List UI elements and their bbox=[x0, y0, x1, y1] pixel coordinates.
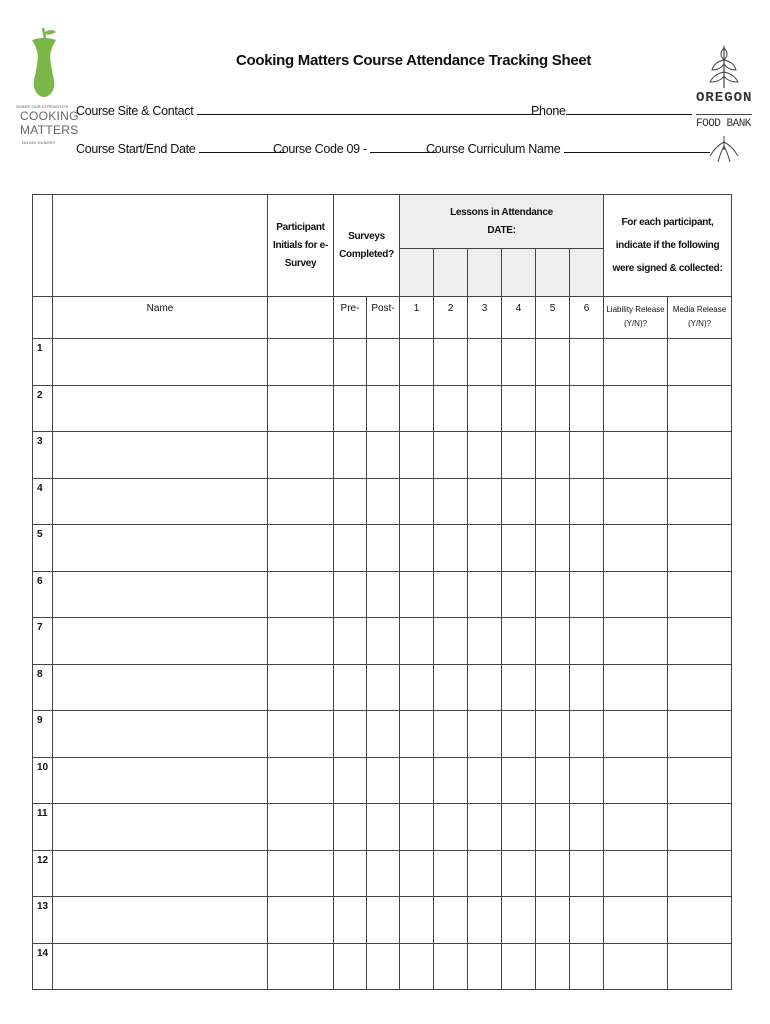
lesson-2-cell[interactable] bbox=[434, 897, 468, 944]
row-number: 1 bbox=[33, 339, 53, 386]
pre-survey-cell[interactable] bbox=[334, 525, 367, 572]
liability-release-cell[interactable] bbox=[604, 804, 668, 851]
participant-name-cell[interactable] bbox=[53, 618, 268, 665]
logo-food-bank: FOOD BANK bbox=[696, 118, 751, 130]
apple-core-icon bbox=[18, 24, 70, 104]
lesson-date-cell-2[interactable] bbox=[434, 249, 468, 297]
liability-release-cell[interactable] bbox=[604, 385, 668, 432]
participant-name-cell[interactable] bbox=[53, 664, 268, 711]
lesson-2-cell[interactable] bbox=[434, 525, 468, 572]
initials-header: Participant Initials for e-Survey bbox=[268, 195, 334, 297]
initials-cell[interactable] bbox=[268, 478, 334, 525]
participant-row bbox=[33, 664, 732, 711]
row-number: 3 bbox=[33, 432, 53, 479]
header-row-1 bbox=[33, 195, 732, 249]
lesson-1-cell[interactable] bbox=[400, 571, 434, 618]
liability-release-cell[interactable] bbox=[604, 525, 668, 572]
row-number: 6 bbox=[33, 571, 53, 618]
initials-cell[interactable] bbox=[268, 385, 334, 432]
media-release-cell[interactable] bbox=[668, 339, 732, 386]
lesson-4-cell[interactable] bbox=[502, 385, 536, 432]
pre-survey-cell[interactable] bbox=[334, 850, 367, 897]
lesson-3-cell[interactable] bbox=[468, 850, 502, 897]
participant-name-cell[interactable] bbox=[53, 432, 268, 479]
lesson-date-cell-4[interactable] bbox=[502, 249, 536, 297]
lesson-3-cell[interactable] bbox=[468, 339, 502, 386]
post-survey-cell[interactable] bbox=[367, 339, 400, 386]
logo-oregon: OREGON bbox=[696, 90, 753, 106]
media-release-cell[interactable] bbox=[668, 571, 732, 618]
lesson-2-cell[interactable] bbox=[434, 804, 468, 851]
lesson-1-cell[interactable] bbox=[400, 432, 434, 479]
participant-row bbox=[33, 339, 732, 386]
lesson-5-cell[interactable] bbox=[536, 804, 570, 851]
media-release-cell[interactable] bbox=[668, 664, 732, 711]
post-survey-cell[interactable] bbox=[367, 525, 400, 572]
site-contact-field bbox=[76, 102, 541, 118]
row-number: 14 bbox=[33, 943, 53, 990]
lessons-title: Lessons in Attendance bbox=[450, 206, 553, 218]
logo-tagline-top: SHARE OUR STRENGTH'S bbox=[16, 104, 69, 109]
initials-cell[interactable] bbox=[268, 432, 334, 479]
row-number: 7 bbox=[33, 618, 53, 665]
lesson-3-cell[interactable] bbox=[468, 711, 502, 758]
initials-cell[interactable] bbox=[268, 804, 334, 851]
lesson-6-cell[interactable] bbox=[570, 432, 604, 479]
dates-field bbox=[76, 140, 285, 156]
post-survey-cell[interactable] bbox=[367, 943, 400, 990]
lesson-6-cell[interactable] bbox=[570, 897, 604, 944]
lesson-6-cell[interactable] bbox=[570, 525, 604, 572]
lesson-5-cell[interactable] bbox=[536, 618, 570, 665]
lesson-date-cell-5[interactable] bbox=[536, 249, 570, 297]
course-code-field bbox=[273, 140, 436, 156]
pre-survey-cell[interactable] bbox=[334, 571, 367, 618]
lesson-date-cell-3[interactable] bbox=[468, 249, 502, 297]
participant-row bbox=[33, 711, 732, 758]
initials-cell[interactable] bbox=[268, 711, 334, 758]
site-contact-input[interactable] bbox=[197, 102, 541, 115]
phone-label: Phone bbox=[531, 104, 566, 118]
initials-cell[interactable] bbox=[268, 664, 334, 711]
lesson-4-cell[interactable] bbox=[502, 850, 536, 897]
post-survey-cell[interactable] bbox=[367, 757, 400, 804]
participant-name-cell[interactable] bbox=[53, 804, 268, 851]
row-number: 2 bbox=[33, 385, 53, 432]
post-survey-header: Post- bbox=[367, 297, 400, 339]
site-contact-label: Course Site & Contact bbox=[76, 104, 194, 118]
liability-release-cell[interactable] bbox=[604, 618, 668, 665]
lesson-2-cell[interactable] bbox=[434, 664, 468, 711]
lesson-3-cell[interactable] bbox=[468, 804, 502, 851]
phone-input[interactable] bbox=[566, 102, 692, 115]
initials-cell[interactable] bbox=[268, 757, 334, 804]
lesson-2-cell[interactable] bbox=[434, 943, 468, 990]
liability-release-cell[interactable] bbox=[604, 850, 668, 897]
lesson-3-cell[interactable] bbox=[468, 897, 502, 944]
participant-name-cell[interactable] bbox=[53, 850, 268, 897]
logo-tagline-bottom: NO KID HUNGRY bbox=[22, 140, 56, 145]
lesson-1-cell[interactable] bbox=[400, 478, 434, 525]
participant-name-cell[interactable] bbox=[53, 525, 268, 572]
name-header: Name bbox=[53, 297, 268, 339]
media-release-cell[interactable] bbox=[668, 432, 732, 479]
lesson-number-header: 2 bbox=[434, 297, 468, 339]
lesson-4-cell[interactable] bbox=[502, 664, 536, 711]
liability-release-cell[interactable] bbox=[604, 943, 668, 990]
liability-release-cell[interactable] bbox=[604, 478, 668, 525]
lesson-4-cell[interactable] bbox=[502, 757, 536, 804]
initials-cell[interactable] bbox=[268, 571, 334, 618]
liability-release-cell[interactable] bbox=[604, 897, 668, 944]
lesson-2-cell[interactable] bbox=[434, 618, 468, 665]
lesson-5-cell[interactable] bbox=[536, 711, 570, 758]
post-survey-cell[interactable] bbox=[367, 478, 400, 525]
media-release-cell[interactable] bbox=[668, 525, 732, 572]
page-title: Cooking Matters Course Attendance Tracking Sheet bbox=[236, 52, 592, 69]
participant-row bbox=[33, 432, 732, 479]
lesson-2-cell[interactable] bbox=[434, 478, 468, 525]
lesson-5-cell[interactable] bbox=[536, 850, 570, 897]
participant-name-cell[interactable] bbox=[53, 711, 268, 758]
lesson-1-cell[interactable] bbox=[400, 850, 434, 897]
subheader-row bbox=[33, 297, 732, 339]
lesson-3-cell[interactable] bbox=[468, 525, 502, 572]
lesson-1-cell[interactable] bbox=[400, 385, 434, 432]
participant-name-cell[interactable] bbox=[53, 478, 268, 525]
media-release-header: Media Release (Y/N)? bbox=[668, 297, 732, 339]
lesson-5-cell[interactable] bbox=[536, 339, 570, 386]
lesson-1-cell[interactable] bbox=[400, 525, 434, 572]
lesson-4-cell[interactable] bbox=[502, 804, 536, 851]
lesson-4-cell[interactable] bbox=[502, 897, 536, 944]
initials-cell[interactable] bbox=[268, 618, 334, 665]
corner-cell bbox=[33, 195, 53, 297]
lesson-5-cell[interactable] bbox=[536, 943, 570, 990]
participant-row bbox=[33, 525, 732, 572]
row-number: 10 bbox=[33, 757, 53, 804]
participant-row bbox=[33, 757, 732, 804]
lesson-4-cell[interactable] bbox=[502, 711, 536, 758]
lesson-2-cell[interactable] bbox=[434, 571, 468, 618]
lessons-header bbox=[400, 195, 604, 249]
logo-line2: MATTERS bbox=[20, 123, 79, 137]
lesson-date-cell-6[interactable] bbox=[570, 249, 604, 297]
surveys-header: Surveys Completed? bbox=[334, 195, 400, 297]
participant-row bbox=[33, 897, 732, 944]
participant-row bbox=[33, 618, 732, 665]
pre-survey-header: Pre- bbox=[334, 297, 367, 339]
liability-release-cell[interactable] bbox=[604, 571, 668, 618]
liability-release-cell[interactable] bbox=[604, 711, 668, 758]
lesson-2-cell[interactable] bbox=[434, 711, 468, 758]
lesson-5-cell[interactable] bbox=[536, 897, 570, 944]
initials-cell[interactable] bbox=[268, 525, 334, 572]
initials-cell[interactable] bbox=[268, 943, 334, 990]
lesson-2-cell[interactable] bbox=[434, 757, 468, 804]
lesson-5-cell[interactable] bbox=[536, 664, 570, 711]
participant-name-cell[interactable] bbox=[53, 339, 268, 386]
pre-survey-cell[interactable] bbox=[334, 804, 367, 851]
curriculum-input[interactable] bbox=[564, 140, 710, 153]
lesson-6-cell[interactable] bbox=[570, 664, 604, 711]
lesson-4-cell[interactable] bbox=[502, 478, 536, 525]
curriculum-label: Course Curriculum Name bbox=[426, 142, 561, 156]
lesson-3-cell[interactable] bbox=[468, 757, 502, 804]
pre-survey-cell[interactable] bbox=[334, 664, 367, 711]
course-code-label: Course Code 09 - bbox=[273, 142, 367, 156]
pre-survey-cell[interactable] bbox=[334, 943, 367, 990]
lesson-6-cell[interactable] bbox=[570, 850, 604, 897]
lesson-1-cell[interactable] bbox=[400, 339, 434, 386]
pre-survey-cell[interactable] bbox=[334, 618, 367, 665]
lesson-number-header: 6 bbox=[570, 297, 604, 339]
participant-row bbox=[33, 478, 732, 525]
lesson-5-cell[interactable] bbox=[536, 757, 570, 804]
post-survey-cell[interactable] bbox=[367, 571, 400, 618]
wheat-icon bbox=[694, 40, 754, 90]
lesson-5-cell[interactable] bbox=[536, 432, 570, 479]
initials-subheader-cell bbox=[268, 297, 334, 339]
liability-release-header: Liability Release (Y/N)? bbox=[604, 297, 668, 339]
post-survey-cell[interactable] bbox=[367, 385, 400, 432]
lesson-2-cell[interactable] bbox=[434, 339, 468, 386]
lesson-2-cell[interactable] bbox=[434, 850, 468, 897]
lesson-4-cell[interactable] bbox=[502, 618, 536, 665]
participant-name-cell[interactable] bbox=[53, 943, 268, 990]
participant-name-cell[interactable] bbox=[53, 571, 268, 618]
lesson-6-cell[interactable] bbox=[570, 339, 604, 386]
post-survey-cell[interactable] bbox=[367, 850, 400, 897]
media-release-cell[interactable] bbox=[668, 804, 732, 851]
participant-row bbox=[33, 850, 732, 897]
cooking-matters-logo bbox=[16, 24, 79, 152]
pre-survey-cell[interactable] bbox=[334, 432, 367, 479]
media-release-cell[interactable] bbox=[668, 478, 732, 525]
phone-field bbox=[531, 102, 692, 118]
lesson-3-cell[interactable] bbox=[468, 943, 502, 990]
post-survey-cell[interactable] bbox=[367, 897, 400, 944]
lesson-6-cell[interactable] bbox=[570, 943, 604, 990]
participant-row bbox=[33, 943, 732, 990]
lesson-3-cell[interactable] bbox=[468, 478, 502, 525]
date-label: DATE: bbox=[487, 224, 516, 236]
initials-cell[interactable] bbox=[268, 850, 334, 897]
post-survey-cell[interactable] bbox=[367, 664, 400, 711]
media-release-cell[interactable] bbox=[668, 711, 732, 758]
lesson-4-cell[interactable] bbox=[502, 525, 536, 572]
name-header-spacer bbox=[53, 195, 268, 297]
lesson-6-cell[interactable] bbox=[570, 804, 604, 851]
lesson-date-cell-1[interactable] bbox=[400, 249, 434, 297]
media-release-cell[interactable] bbox=[668, 757, 732, 804]
participant-row bbox=[33, 804, 732, 851]
lesson-5-cell[interactable] bbox=[536, 525, 570, 572]
media-release-cell[interactable] bbox=[668, 897, 732, 944]
row-number: 13 bbox=[33, 897, 53, 944]
liability-release-cell[interactable] bbox=[604, 664, 668, 711]
row-number: 4 bbox=[33, 478, 53, 525]
logo-divider bbox=[696, 114, 752, 115]
lesson-3-cell[interactable] bbox=[468, 385, 502, 432]
post-survey-cell[interactable] bbox=[367, 432, 400, 479]
lesson-3-cell[interactable] bbox=[468, 618, 502, 665]
lesson-4-cell[interactable] bbox=[502, 571, 536, 618]
lesson-number-header: 4 bbox=[502, 297, 536, 339]
row-number: 11 bbox=[33, 804, 53, 851]
lesson-5-cell[interactable] bbox=[536, 385, 570, 432]
initials-cell[interactable] bbox=[268, 897, 334, 944]
post-survey-cell[interactable] bbox=[367, 711, 400, 758]
lesson-5-cell[interactable] bbox=[536, 571, 570, 618]
pre-survey-cell[interactable] bbox=[334, 385, 367, 432]
liability-release-cell[interactable] bbox=[604, 339, 668, 386]
subheader-num-cell bbox=[33, 297, 53, 339]
curriculum-field bbox=[426, 140, 710, 156]
participant-name-cell[interactable] bbox=[53, 897, 268, 944]
lesson-1-cell[interactable] bbox=[400, 757, 434, 804]
lesson-2-cell[interactable] bbox=[434, 385, 468, 432]
pre-survey-cell[interactable] bbox=[334, 711, 367, 758]
media-release-cell[interactable] bbox=[668, 850, 732, 897]
dates-input[interactable] bbox=[199, 140, 285, 153]
media-release-cell[interactable] bbox=[668, 618, 732, 665]
lesson-number-header: 1 bbox=[400, 297, 434, 339]
lesson-6-cell[interactable] bbox=[570, 618, 604, 665]
lesson-6-cell[interactable] bbox=[570, 385, 604, 432]
lesson-2-cell[interactable] bbox=[434, 432, 468, 479]
liability-release-cell[interactable] bbox=[604, 757, 668, 804]
lesson-number-header: 3 bbox=[468, 297, 502, 339]
lesson-6-cell[interactable] bbox=[570, 478, 604, 525]
attendance-table bbox=[32, 194, 732, 990]
participant-row bbox=[33, 385, 732, 432]
lesson-3-cell[interactable] bbox=[468, 432, 502, 479]
pre-survey-cell[interactable] bbox=[334, 757, 367, 804]
lesson-4-cell[interactable] bbox=[502, 432, 536, 479]
lesson-1-cell[interactable] bbox=[400, 618, 434, 665]
row-number: 12 bbox=[33, 850, 53, 897]
pre-survey-cell[interactable] bbox=[334, 478, 367, 525]
lesson-6-cell[interactable] bbox=[570, 571, 604, 618]
row-number: 8 bbox=[33, 664, 53, 711]
lesson-4-cell[interactable] bbox=[502, 339, 536, 386]
consent-header: For each participant, indicate if the following were signed & collected: bbox=[604, 195, 732, 297]
lesson-6-cell[interactable] bbox=[570, 711, 604, 758]
lesson-1-cell[interactable] bbox=[400, 943, 434, 990]
media-release-cell[interactable] bbox=[668, 943, 732, 990]
pre-survey-cell[interactable] bbox=[334, 339, 367, 386]
lesson-number-header: 5 bbox=[536, 297, 570, 339]
dates-label: Course Start/End Date bbox=[76, 142, 196, 156]
row-number: 9 bbox=[33, 711, 53, 758]
pre-survey-cell[interactable] bbox=[334, 897, 367, 944]
post-survey-cell[interactable] bbox=[367, 618, 400, 665]
post-survey-cell[interactable] bbox=[367, 804, 400, 851]
participant-name-cell[interactable] bbox=[53, 757, 268, 804]
logo-line1: COOKING bbox=[20, 109, 79, 123]
lesson-3-cell[interactable] bbox=[468, 571, 502, 618]
lesson-1-cell[interactable] bbox=[400, 711, 434, 758]
row-number: 5 bbox=[33, 525, 53, 572]
lesson-1-cell[interactable] bbox=[400, 664, 434, 711]
lesson-1-cell[interactable] bbox=[400, 897, 434, 944]
initials-cell[interactable] bbox=[268, 339, 334, 386]
lesson-4-cell[interactable] bbox=[502, 943, 536, 990]
lesson-3-cell[interactable] bbox=[468, 664, 502, 711]
lesson-5-cell[interactable] bbox=[536, 478, 570, 525]
participant-name-cell[interactable] bbox=[53, 385, 268, 432]
participant-row bbox=[33, 571, 732, 618]
media-release-cell[interactable] bbox=[668, 385, 732, 432]
liability-release-cell[interactable] bbox=[604, 432, 668, 479]
lesson-6-cell[interactable] bbox=[570, 757, 604, 804]
lesson-1-cell[interactable] bbox=[400, 804, 434, 851]
